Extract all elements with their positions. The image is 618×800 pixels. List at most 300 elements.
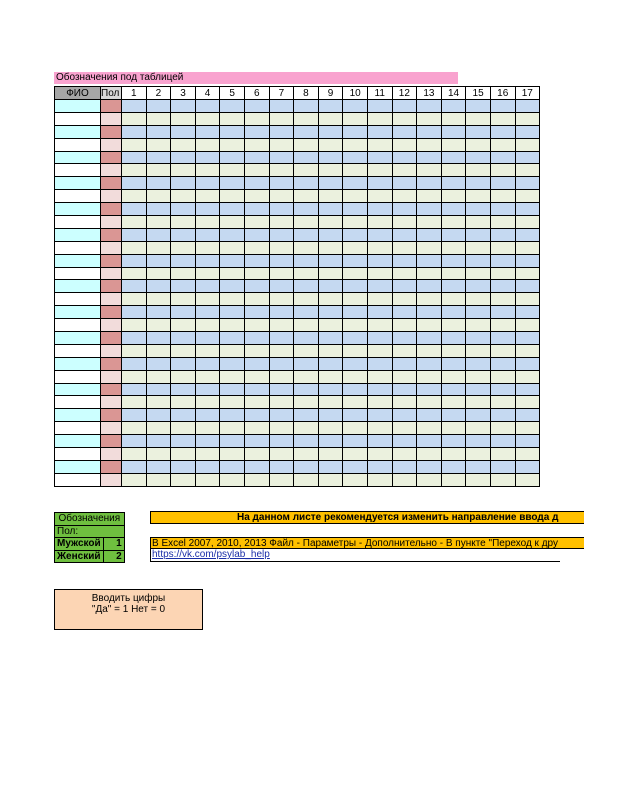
answer-cell[interactable] [146, 396, 171, 409]
answer-cell[interactable] [244, 409, 269, 422]
answer-cell[interactable] [367, 138, 392, 151]
answer-cell[interactable] [122, 228, 147, 241]
answer-cell[interactable] [171, 383, 196, 396]
answer-cell[interactable] [294, 344, 319, 357]
answer-cell[interactable] [146, 164, 171, 177]
answer-cell[interactable] [146, 125, 171, 138]
answer-cell[interactable] [515, 332, 540, 345]
answer-cell[interactable] [171, 448, 196, 461]
answer-cell[interactable] [294, 396, 319, 409]
fio-cell[interactable] [55, 164, 101, 177]
answer-cell[interactable] [343, 177, 368, 190]
answer-cell[interactable] [244, 241, 269, 254]
answer-cell[interactable] [343, 112, 368, 125]
answer-cell[interactable] [343, 357, 368, 370]
answer-cell[interactable] [244, 332, 269, 345]
fio-cell[interactable] [55, 177, 101, 190]
fio-cell[interactable] [55, 460, 101, 473]
answer-cell[interactable] [195, 190, 220, 203]
answer-cell[interactable] [515, 460, 540, 473]
answer-cell[interactable] [417, 422, 442, 435]
answer-cell[interactable] [294, 460, 319, 473]
answer-cell[interactable] [171, 280, 196, 293]
answer-cell[interactable] [343, 203, 368, 216]
answer-cell[interactable] [367, 319, 392, 332]
answer-cell[interactable] [195, 409, 220, 422]
fio-cell[interactable] [55, 125, 101, 138]
answer-cell[interactable] [269, 100, 294, 113]
pol-cell[interactable] [101, 254, 122, 267]
fio-cell[interactable] [55, 306, 101, 319]
answer-cell[interactable] [195, 267, 220, 280]
answer-cell[interactable] [367, 125, 392, 138]
answer-cell[interactable] [195, 383, 220, 396]
answer-cell[interactable] [220, 138, 245, 151]
fio-cell[interactable] [55, 151, 101, 164]
answer-cell[interactable] [490, 100, 515, 113]
answer-cell[interactable] [441, 370, 466, 383]
pol-cell[interactable] [101, 228, 122, 241]
answer-cell[interactable] [367, 448, 392, 461]
answer-cell[interactable] [367, 177, 392, 190]
answer-cell[interactable] [244, 112, 269, 125]
answer-cell[interactable] [490, 460, 515, 473]
answer-cell[interactable] [220, 267, 245, 280]
answer-cell[interactable] [392, 267, 417, 280]
answer-cell[interactable] [490, 435, 515, 448]
answer-cell[interactable] [417, 203, 442, 216]
answer-cell[interactable] [244, 435, 269, 448]
answer-cell[interactable] [220, 164, 245, 177]
answer-cell[interactable] [146, 138, 171, 151]
fio-cell[interactable] [55, 293, 101, 306]
answer-cell[interactable] [318, 319, 343, 332]
vk-link[interactable]: https://vk.com/psylab_help [150, 549, 560, 562]
answer-cell[interactable] [466, 280, 491, 293]
answer-cell[interactable] [294, 112, 319, 125]
answer-cell[interactable] [392, 203, 417, 216]
answer-cell[interactable] [515, 228, 540, 241]
answer-cell[interactable] [171, 370, 196, 383]
answer-cell[interactable] [220, 332, 245, 345]
answer-cell[interactable] [318, 125, 343, 138]
answer-cell[interactable] [318, 396, 343, 409]
answer-cell[interactable] [171, 293, 196, 306]
answer-cell[interactable] [367, 396, 392, 409]
answer-cell[interactable] [343, 435, 368, 448]
answer-cell[interactable] [367, 241, 392, 254]
answer-cell[interactable] [515, 254, 540, 267]
answer-cell[interactable] [466, 216, 491, 229]
answer-cell[interactable] [122, 383, 147, 396]
answer-cell[interactable] [294, 228, 319, 241]
answer-cell[interactable] [490, 164, 515, 177]
answer-cell[interactable] [343, 151, 368, 164]
fio-cell[interactable] [55, 254, 101, 267]
answer-cell[interactable] [122, 138, 147, 151]
answer-cell[interactable] [417, 409, 442, 422]
answer-cell[interactable] [244, 293, 269, 306]
answer-cell[interactable] [195, 164, 220, 177]
answer-cell[interactable] [318, 383, 343, 396]
answer-cell[interactable] [269, 435, 294, 448]
answer-cell[interactable] [146, 241, 171, 254]
answer-cell[interactable] [122, 370, 147, 383]
answer-cell[interactable] [171, 357, 196, 370]
answer-cell[interactable] [244, 357, 269, 370]
answer-cell[interactable] [122, 112, 147, 125]
answer-cell[interactable] [343, 100, 368, 113]
answer-cell[interactable] [146, 267, 171, 280]
answer-cell[interactable] [294, 138, 319, 151]
answer-cell[interactable] [146, 332, 171, 345]
answer-cell[interactable] [367, 164, 392, 177]
answer-cell[interactable] [343, 280, 368, 293]
answer-cell[interactable] [318, 254, 343, 267]
answer-cell[interactable] [367, 409, 392, 422]
answer-cell[interactable] [220, 125, 245, 138]
answer-cell[interactable] [441, 357, 466, 370]
answer-cell[interactable] [515, 164, 540, 177]
answer-cell[interactable] [392, 241, 417, 254]
answer-cell[interactable] [490, 241, 515, 254]
answer-cell[interactable] [122, 332, 147, 345]
answer-cell[interactable] [441, 216, 466, 229]
pol-cell[interactable] [101, 280, 122, 293]
answer-cell[interactable] [220, 435, 245, 448]
answer-cell[interactable] [122, 293, 147, 306]
answer-cell[interactable] [490, 306, 515, 319]
answer-cell[interactable] [220, 344, 245, 357]
answer-cell[interactable] [417, 216, 442, 229]
answer-cell[interactable] [122, 190, 147, 203]
answer-cell[interactable] [466, 138, 491, 151]
answer-cell[interactable] [392, 138, 417, 151]
answer-cell[interactable] [490, 370, 515, 383]
answer-cell[interactable] [318, 190, 343, 203]
answer-cell[interactable] [269, 164, 294, 177]
answer-cell[interactable] [122, 460, 147, 473]
answer-cell[interactable] [490, 177, 515, 190]
answer-cell[interactable] [244, 383, 269, 396]
answer-cell[interactable] [417, 460, 442, 473]
fio-cell[interactable] [55, 435, 101, 448]
answer-cell[interactable] [122, 216, 147, 229]
answer-cell[interactable] [490, 332, 515, 345]
answer-cell[interactable] [343, 125, 368, 138]
answer-cell[interactable] [466, 241, 491, 254]
answer-cell[interactable] [441, 164, 466, 177]
answer-cell[interactable] [392, 280, 417, 293]
answer-cell[interactable] [171, 396, 196, 409]
answer-cell[interactable] [294, 357, 319, 370]
answer-cell[interactable] [122, 306, 147, 319]
answer-cell[interactable] [294, 151, 319, 164]
answer-cell[interactable] [417, 228, 442, 241]
answer-cell[interactable] [417, 370, 442, 383]
answer-cell[interactable] [490, 357, 515, 370]
answer-cell[interactable] [392, 254, 417, 267]
answer-cell[interactable] [417, 164, 442, 177]
answer-cell[interactable] [318, 344, 343, 357]
answer-cell[interactable] [294, 422, 319, 435]
pol-cell[interactable] [101, 138, 122, 151]
answer-cell[interactable] [367, 473, 392, 486]
answer-cell[interactable] [269, 177, 294, 190]
answer-cell[interactable] [195, 177, 220, 190]
answer-cell[interactable] [244, 190, 269, 203]
answer-cell[interactable] [122, 319, 147, 332]
answer-cell[interactable] [441, 267, 466, 280]
answer-cell[interactable] [122, 344, 147, 357]
answer-cell[interactable] [441, 190, 466, 203]
answer-cell[interactable] [269, 112, 294, 125]
answer-cell[interactable] [466, 370, 491, 383]
answer-cell[interactable] [122, 203, 147, 216]
answer-cell[interactable] [195, 254, 220, 267]
answer-cell[interactable] [171, 151, 196, 164]
answer-cell[interactable] [244, 460, 269, 473]
fio-cell[interactable] [55, 422, 101, 435]
answer-cell[interactable] [392, 306, 417, 319]
answer-cell[interactable] [195, 435, 220, 448]
pol-cell[interactable] [101, 435, 122, 448]
answer-cell[interactable] [146, 473, 171, 486]
answer-cell[interactable] [171, 422, 196, 435]
answer-cell[interactable] [515, 448, 540, 461]
answer-cell[interactable] [515, 280, 540, 293]
answer-cell[interactable] [515, 293, 540, 306]
answer-cell[interactable] [171, 112, 196, 125]
answer-cell[interactable] [146, 280, 171, 293]
answer-cell[interactable] [515, 306, 540, 319]
answer-cell[interactable] [441, 383, 466, 396]
answer-cell[interactable] [220, 460, 245, 473]
answer-cell[interactable] [294, 254, 319, 267]
answer-cell[interactable] [515, 370, 540, 383]
answer-cell[interactable] [343, 254, 368, 267]
answer-cell[interactable] [417, 177, 442, 190]
answer-cell[interactable] [294, 448, 319, 461]
answer-cell[interactable] [220, 409, 245, 422]
answer-cell[interactable] [122, 241, 147, 254]
answer-cell[interactable] [244, 396, 269, 409]
fio-cell[interactable] [55, 216, 101, 229]
answer-cell[interactable] [515, 100, 540, 113]
answer-cell[interactable] [269, 228, 294, 241]
answer-cell[interactable] [490, 293, 515, 306]
pol-cell[interactable] [101, 370, 122, 383]
pol-cell[interactable] [101, 267, 122, 280]
answer-cell[interactable] [466, 228, 491, 241]
fio-cell[interactable] [55, 448, 101, 461]
answer-cell[interactable] [269, 306, 294, 319]
answer-cell[interactable] [417, 383, 442, 396]
answer-cell[interactable] [318, 370, 343, 383]
fio-cell[interactable] [55, 100, 101, 113]
answer-cell[interactable] [441, 138, 466, 151]
answer-cell[interactable] [195, 100, 220, 113]
answer-cell[interactable] [122, 422, 147, 435]
answer-cell[interactable] [515, 409, 540, 422]
answer-cell[interactable] [171, 344, 196, 357]
answer-cell[interactable] [244, 151, 269, 164]
answer-cell[interactable] [220, 396, 245, 409]
answer-cell[interactable] [195, 370, 220, 383]
answer-cell[interactable] [392, 448, 417, 461]
answer-cell[interactable] [466, 151, 491, 164]
answer-cell[interactable] [441, 422, 466, 435]
answer-cell[interactable] [515, 138, 540, 151]
answer-cell[interactable] [343, 396, 368, 409]
answer-cell[interactable] [367, 151, 392, 164]
fio-cell[interactable] [55, 344, 101, 357]
answer-cell[interactable] [244, 422, 269, 435]
answer-cell[interactable] [441, 203, 466, 216]
answer-cell[interactable] [269, 409, 294, 422]
fio-cell[interactable] [55, 319, 101, 332]
answer-cell[interactable] [441, 125, 466, 138]
answer-cell[interactable] [367, 100, 392, 113]
answer-cell[interactable] [515, 473, 540, 486]
answer-cell[interactable] [220, 280, 245, 293]
answer-cell[interactable] [195, 396, 220, 409]
answer-cell[interactable] [392, 100, 417, 113]
answer-cell[interactable] [515, 112, 540, 125]
answer-cell[interactable] [441, 396, 466, 409]
answer-cell[interactable] [318, 422, 343, 435]
answer-cell[interactable] [195, 151, 220, 164]
answer-cell[interactable] [466, 435, 491, 448]
answer-cell[interactable] [122, 409, 147, 422]
answer-cell[interactable] [195, 422, 220, 435]
answer-cell[interactable] [294, 164, 319, 177]
answer-cell[interactable] [367, 280, 392, 293]
answer-cell[interactable] [244, 267, 269, 280]
answer-cell[interactable] [417, 332, 442, 345]
answer-cell[interactable] [490, 151, 515, 164]
answer-cell[interactable] [515, 435, 540, 448]
answer-cell[interactable] [490, 190, 515, 203]
answer-cell[interactable] [244, 254, 269, 267]
answer-cell[interactable] [490, 203, 515, 216]
answer-cell[interactable] [343, 228, 368, 241]
fio-cell[interactable] [55, 473, 101, 486]
pol-cell[interactable] [101, 216, 122, 229]
answer-cell[interactable] [146, 409, 171, 422]
answer-cell[interactable] [466, 422, 491, 435]
answer-cell[interactable] [441, 177, 466, 190]
answer-cell[interactable] [269, 319, 294, 332]
answer-cell[interactable] [490, 409, 515, 422]
answer-cell[interactable] [318, 228, 343, 241]
answer-cell[interactable] [195, 306, 220, 319]
pol-cell[interactable] [101, 344, 122, 357]
answer-cell[interactable] [294, 473, 319, 486]
answer-cell[interactable] [244, 319, 269, 332]
answer-cell[interactable] [392, 125, 417, 138]
answer-cell[interactable] [220, 319, 245, 332]
answer-cell[interactable] [146, 190, 171, 203]
answer-cell[interactable] [195, 460, 220, 473]
answer-cell[interactable] [343, 306, 368, 319]
answer-cell[interactable] [146, 306, 171, 319]
answer-cell[interactable] [515, 216, 540, 229]
answer-cell[interactable] [343, 138, 368, 151]
answer-cell[interactable] [269, 383, 294, 396]
answer-cell[interactable] [367, 370, 392, 383]
answer-cell[interactable] [195, 125, 220, 138]
answer-cell[interactable] [146, 203, 171, 216]
answer-cell[interactable] [466, 319, 491, 332]
answer-cell[interactable] [244, 228, 269, 241]
answer-cell[interactable] [490, 280, 515, 293]
answer-cell[interactable] [367, 332, 392, 345]
fio-cell[interactable] [55, 112, 101, 125]
answer-cell[interactable] [417, 190, 442, 203]
answer-cell[interactable] [417, 435, 442, 448]
answer-cell[interactable] [146, 100, 171, 113]
answer-cell[interactable] [441, 409, 466, 422]
answer-cell[interactable] [343, 460, 368, 473]
answer-cell[interactable] [490, 228, 515, 241]
answer-cell[interactable] [122, 448, 147, 461]
answer-cell[interactable] [515, 344, 540, 357]
answer-cell[interactable] [441, 228, 466, 241]
answer-cell[interactable] [244, 138, 269, 151]
answer-cell[interactable] [343, 319, 368, 332]
answer-cell[interactable] [146, 422, 171, 435]
answer-cell[interactable] [146, 383, 171, 396]
answer-cell[interactable] [146, 293, 171, 306]
answer-cell[interactable] [515, 396, 540, 409]
answer-cell[interactable] [318, 177, 343, 190]
answer-cell[interactable] [318, 100, 343, 113]
answer-cell[interactable] [343, 422, 368, 435]
answer-cell[interactable] [220, 473, 245, 486]
answer-cell[interactable] [343, 267, 368, 280]
answer-cell[interactable] [392, 216, 417, 229]
answer-cell[interactable] [515, 190, 540, 203]
answer-cell[interactable] [269, 151, 294, 164]
answer-cell[interactable] [146, 357, 171, 370]
answer-cell[interactable] [195, 357, 220, 370]
answer-cell[interactable] [392, 460, 417, 473]
pol-cell[interactable] [101, 125, 122, 138]
answer-cell[interactable] [392, 422, 417, 435]
answer-cell[interactable] [269, 473, 294, 486]
answer-cell[interactable] [244, 448, 269, 461]
fio-cell[interactable] [55, 203, 101, 216]
answer-cell[interactable] [490, 448, 515, 461]
answer-cell[interactable] [294, 293, 319, 306]
answer-cell[interactable] [244, 370, 269, 383]
answer-cell[interactable] [417, 138, 442, 151]
answer-cell[interactable] [466, 125, 491, 138]
answer-cell[interactable] [441, 460, 466, 473]
answer-cell[interactable] [318, 332, 343, 345]
fio-cell[interactable] [55, 409, 101, 422]
fio-cell[interactable] [55, 280, 101, 293]
pol-cell[interactable] [101, 357, 122, 370]
answer-cell[interactable] [220, 306, 245, 319]
pol-cell[interactable] [101, 100, 122, 113]
answer-cell[interactable] [195, 332, 220, 345]
answer-cell[interactable] [392, 344, 417, 357]
answer-cell[interactable] [466, 344, 491, 357]
fio-cell[interactable] [55, 190, 101, 203]
pol-cell[interactable] [101, 448, 122, 461]
